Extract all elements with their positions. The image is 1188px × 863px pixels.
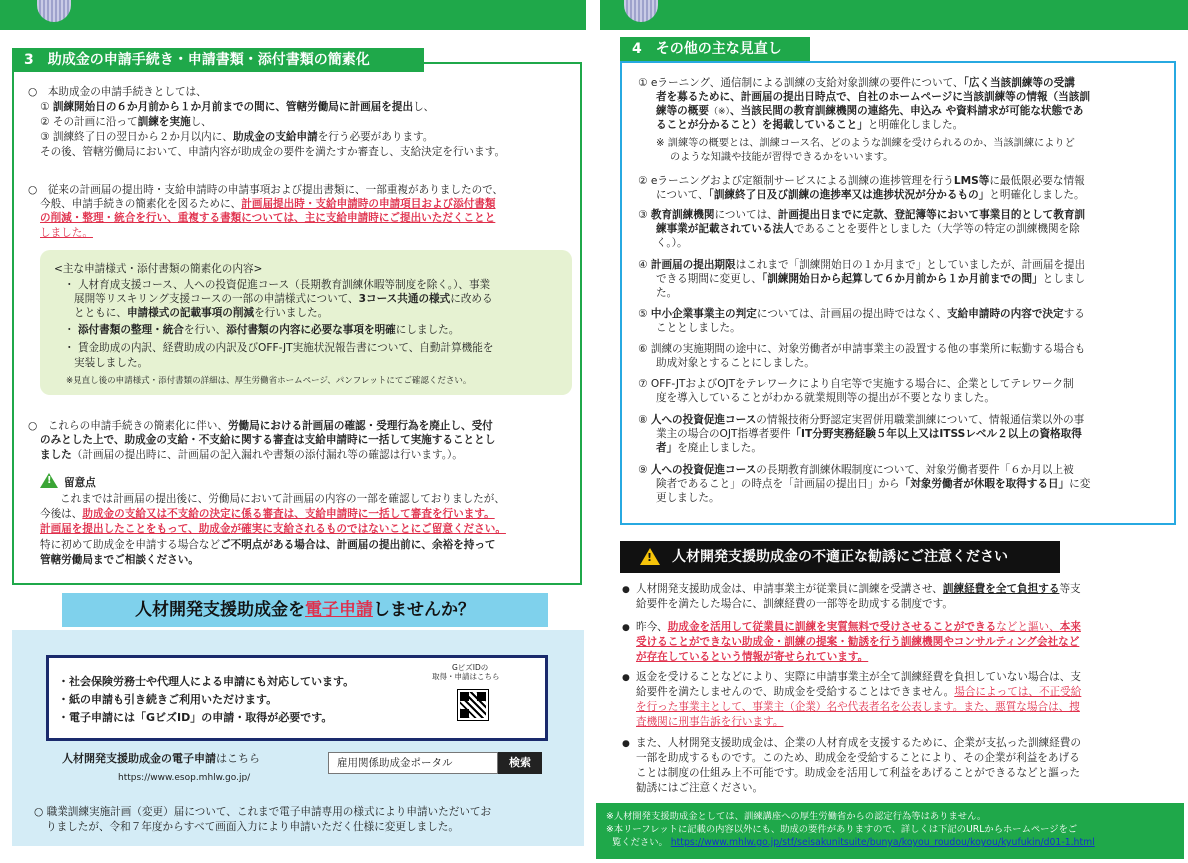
sub-i1-l3: とともに、申請様式の記載事項の削減を行いました。 xyxy=(74,307,329,319)
section4-title: 4 その他の主な見直し xyxy=(620,37,810,61)
s3-p3-l2: のみとした上で、助成金の支給・不支給に関する審査は支給申請時に一括して実施することとし xyxy=(40,434,496,446)
footer-l3: 覧ください。 https://www.mhlw.go.jp/stf/seisakunitsuite/bunya/koyou_roudou/koyou/kyufukin/d01-1.html xyxy=(612,837,1095,848)
right-top-bar xyxy=(600,0,1188,30)
item7-l2: 度を導入していることがわかる就業規則等の提出が不要となりました。 xyxy=(656,392,995,404)
sub-i3-l2: 実装しました。 xyxy=(74,357,149,369)
item4-l1: ④ 計画届の提出期限はこれまで「訓練開始日の１か月まで」としていましたが、計画届を提出 xyxy=(638,259,1086,271)
qr-caption-1: GビズIDの xyxy=(452,663,489,672)
item3-l2: 練事業が記載されている法人であることを要件としました（大学等の特定の訓練機関を除 xyxy=(656,223,1080,235)
item3-l3: く。）。 xyxy=(656,237,688,249)
s3-p1-l4: ③ 訓練終了日の翌日から２か月以内に、助成金の支給申請を行う必要があります。 xyxy=(40,131,434,143)
item1-l1: ① eラーニング、通信制による訓練の支給対象訓練の要件について、「広く当該訓練等の受講 xyxy=(638,77,1075,89)
s3-p3-l3: ました（計画届の提出時に、計画届の記入漏れや書類の添付漏れ等の確認は行います。）。 xyxy=(40,449,463,461)
bottom-note-l2: りましたが、令和７年度からすべて画面入力により申請いただく仕様に変更しました。 xyxy=(46,821,459,833)
w2-bullet: ● xyxy=(622,623,630,633)
w3-l2: 給要件を満たしませんので、助成金を受給することはできません。場合によっては、不正受給 xyxy=(636,686,1082,698)
caution-l1: これまでは計画届の提出後に、労働局において計画届の内容の一部を確認しておりましたが、 xyxy=(60,493,505,505)
sub-i2: ・ 添付書類の整理・統合を行い、添付書類の内容に必要な事項を明確にしました。 xyxy=(64,324,460,336)
gbizid-qr-code[interactable] xyxy=(458,690,488,720)
item5-l1: ⑤ 中小企業事業主の判定については、計画届の提出時ではなく、支給申請時の内容で決定する xyxy=(638,308,1085,320)
sub-i1-l2: 展開等リスキリング支援コースの一部の申請様式について、3コース共通の様式に改める xyxy=(74,293,493,305)
item5-l2: こととしました。 xyxy=(656,322,741,334)
portal-label: 人材開発支援助成金の電子申請はこちら xyxy=(62,752,260,765)
item8-l3: 者」を廃止しました。 xyxy=(656,442,762,454)
s3-p1-l1: ○ 本助成金の申請手続きとしては、 xyxy=(28,86,207,98)
w2-l3: が存在しているという情報が寄せられています。 xyxy=(636,651,869,663)
caution-l3: 計画届を提出したことをもって、助成金が確実に支給されるものではないことにご留意ください。 xyxy=(40,523,506,535)
item1-l2: 者を募るために、計画届の提出日時点で、自社のホームページに当該訓練等の情報（当該訓 xyxy=(656,91,1090,103)
s3-p1-l2: ① 訓練開始日の６か月前から１か月前までの間に、管轄労働局に計画届を提出し、 xyxy=(40,101,435,113)
warning-title: 人材開発支援助成金の不適正な勧誘にご注意ください xyxy=(672,549,1008,565)
item4-l3: た。 xyxy=(656,287,678,299)
w3-l1: 返金を受けることなどにより、実際に申請事業主が全て訓練経費を負担していない場合は、支 xyxy=(636,671,1081,683)
item8-l1: ⑧ 人への投資促進コースの情報技術分野認定実習併用職業訓練について、情報通信業以外の事 xyxy=(638,414,1085,426)
caution-icon: ! xyxy=(40,473,58,492)
w3-l4: 査機関に刑事告訴を行います。 xyxy=(636,716,784,728)
sub-i1-l1: ・ 人材育成支援コース、人への投資促進コース（長期教育訓練休暇等制度を除く。）、事業 xyxy=(64,279,491,291)
item8-l2: 業主の場合のOJT指導者要件「IT分野実務経験５年以上又はITSSレベル２以上の資格取得 xyxy=(656,428,1082,440)
w4-bullet: ● xyxy=(622,739,630,749)
w2-l1: 昨今、助成金を活用して従業員に訓練を実質無料で受けさせることができるなどと謳い、本来 xyxy=(636,621,1081,633)
w1-bullet: ● xyxy=(622,585,630,595)
item1-l3: 練等の概要（※）、当該民間の教育訓練機関の連絡先、申込み や資料請求が可能な状態であ xyxy=(656,105,1084,117)
item2-l1: ② eラーニングおよび定額制サービスによる訓練の進捗管理を行うLMS等に最低限必要な情報 xyxy=(638,175,1085,187)
item1-note-l1: ※ 訓練等の概要とは、訓練コース名、どのような訓練を受けられるのか、当該訓練によりど xyxy=(656,138,1075,149)
w1-l1: 人材開発支援助成金は、申請事業主が従業員に訓練を受講させ、訓練経費を全て負担する等支 xyxy=(636,583,1081,595)
item6-l1: ⑥ 訓練の実施期間の途中に、対象労働者が申請事業主の設置する他の事業所に転勤する場合も xyxy=(638,343,1086,355)
s3-p3-l1: ○ これらの申請手続きの簡素化に伴い、労働局における計画届の確認・受理行為を廃止し、受付 xyxy=(28,420,493,432)
item1-l4: ることが分かること）を掲載していること」と明確化しました。 xyxy=(656,119,964,131)
s3-p2-l2: 今般、申請手続きの簡素化を図るために、計画届提出時・支給申請時の申請項目および添付書類 xyxy=(40,198,496,210)
ebox-b3: ・電子申請には「GビズID」の申請・取得が必要です。 xyxy=(58,711,333,724)
footer-l2: ※本リーフレットに記載の内容以外にも、助成の要件がありますので、詳しくは下記のURLからホームページをご xyxy=(606,824,1078,835)
qr-caption-2: 取得・申請はこちら xyxy=(432,672,500,681)
sub-note: ※見直し後の申請様式・添付書類の詳細は、厚生労働省ホームページ、パンフレットにてご確認ください。 xyxy=(66,376,472,386)
bottom-note-l1: ○ 職業訓練実施計画（変更）届について、これまで電子申請専用の様式により申請いただいてお xyxy=(34,806,492,818)
warning-icon: ! xyxy=(640,548,660,569)
s3-p1-l5: その後、管轄労働局において、申請内容が助成金の要件を満たすか審査し、支給決定を行います。 xyxy=(40,146,506,158)
item7-l1: ⑦ OFF-JTおよびOJTをテレワークにより自宅等で実施する場合に、企業としてテレワーク制 xyxy=(638,378,1074,390)
item3-l1: ③ 教育訓練機関については、計画提出日までに定款、登記簿等において事業目的として教育訓 xyxy=(638,209,1086,221)
portal-search-button[interactable]: 検索 xyxy=(498,752,542,774)
w4-l3: ことは制度の仕組み上不可能です。助成金を活用して利益をあげることができるなどと謳った xyxy=(636,767,1081,779)
portal-search-input[interactable]: 雇用関係助成金ポータル xyxy=(328,752,498,774)
section3-title: 3 助成金の申請手続き・申請書類・添付書類の簡素化 xyxy=(12,48,424,72)
w4-l4: 勧誘にはご注意ください。 xyxy=(636,782,764,794)
s3-p2-l3: の削減・整理・統合を行い、重複する書類については、主に支給申請時にご提出いただくことと xyxy=(40,212,496,224)
caution-title: 留意点 xyxy=(64,477,96,489)
footer-url-link[interactable]: https://www.mhlw.go.jp/stf/seisakunitsuite/bunya/koyou_roudou/koyou/kyufukin/d01-1.html xyxy=(670,837,1095,848)
ebox-b1: ・社会保険労務士や代理人による申請にも対応しています。 xyxy=(58,675,355,688)
w4-l1: また、人材開発支援助成金は、企業の人材育成を支援するために、企業が支払った訓練経費の xyxy=(636,737,1081,749)
w1-l2: 給要件を満たした場合に、訓練経費の一部等を助成する制度です。 xyxy=(636,598,953,610)
caution-l4: 特に初めて助成金を申請する場合などご不明点がある場合は、計画届の提出前に、余裕を持って xyxy=(40,539,496,551)
w3-bullet: ● xyxy=(622,673,630,683)
s3-p2-l4: しました。 xyxy=(40,227,93,239)
item4-l2: できる期間に変更し、「訓練開始日から起算して６か月前から１か月前までの間」としまし xyxy=(656,273,1086,285)
caution-l2: 今後は、助成金の支給又は不支給の決定に係る審査は、支給申請時に一括して審査を行います。 xyxy=(40,508,495,520)
item1-note-l2: のような知識や技能が習得できるかをいいます。 xyxy=(670,152,894,163)
ebox-b2: ・紙の申請も引き続きご利用いただけます。 xyxy=(58,693,278,706)
s3-p2-l1: ○ 従来の計画届の提出時・支給申請時の申請事項および提出書類に、一部重複がありましたので、 xyxy=(28,184,504,196)
e-application-banner: 人材開発支援助成金を電子申請しませんか？ xyxy=(62,593,548,627)
w2-l2: 受けることができない助成金・訓練の提案・勧誘を行う訓練機関やコンサルティング会社など xyxy=(636,636,1080,648)
item6-l2: 助成対象とすることにしました。 xyxy=(656,357,815,369)
footer-l1: ※人材開発支援助成金としては、訓練講座への厚生労働省からの認定行為等はありません。 xyxy=(606,811,987,822)
sub-title: <主な申請様式・添付書類の簡素化の内容> xyxy=(54,263,263,275)
item9-l3: 更しました。 xyxy=(656,492,720,504)
left-top-bar xyxy=(0,0,586,30)
sub-i3-l1: ・ 賃金助成の内訳、経費助成の内訳及びOFF-JT実施状況報告書について、自動計算機能を xyxy=(64,342,494,354)
item9-l2: 険者であること」の時点を「計画届の提出日」から「対象労働者が休暇を取得する日」に変 xyxy=(656,478,1091,490)
portal-url[interactable]: https://www.esop.mhlw.go.jp/ xyxy=(118,773,251,783)
s3-p1-l3: ② その計画に沿って訓練を実施し、 xyxy=(40,116,212,128)
w4-l2: 一部を助成するものです。このため、助成金を受給することにより、その企業が利益をあげる xyxy=(636,752,1080,764)
item2-l2: について、「訓練終了日及び訓練の進捗率又は進捗状況が分かるもの」と明確化しました。 xyxy=(656,189,1085,201)
w3-l3: を行った事業主として、事業主（企業）名や代表者名を公表します。また、悪質な場合は、捜 xyxy=(636,701,1080,713)
caution-l5: 管轄労働局までご相談ください。 xyxy=(40,554,199,566)
item9-l1: ⑨ 人への投資促進コースの長期教育訓練休暇制度について、対象労働者要件「６か月以上被 xyxy=(638,464,1074,476)
